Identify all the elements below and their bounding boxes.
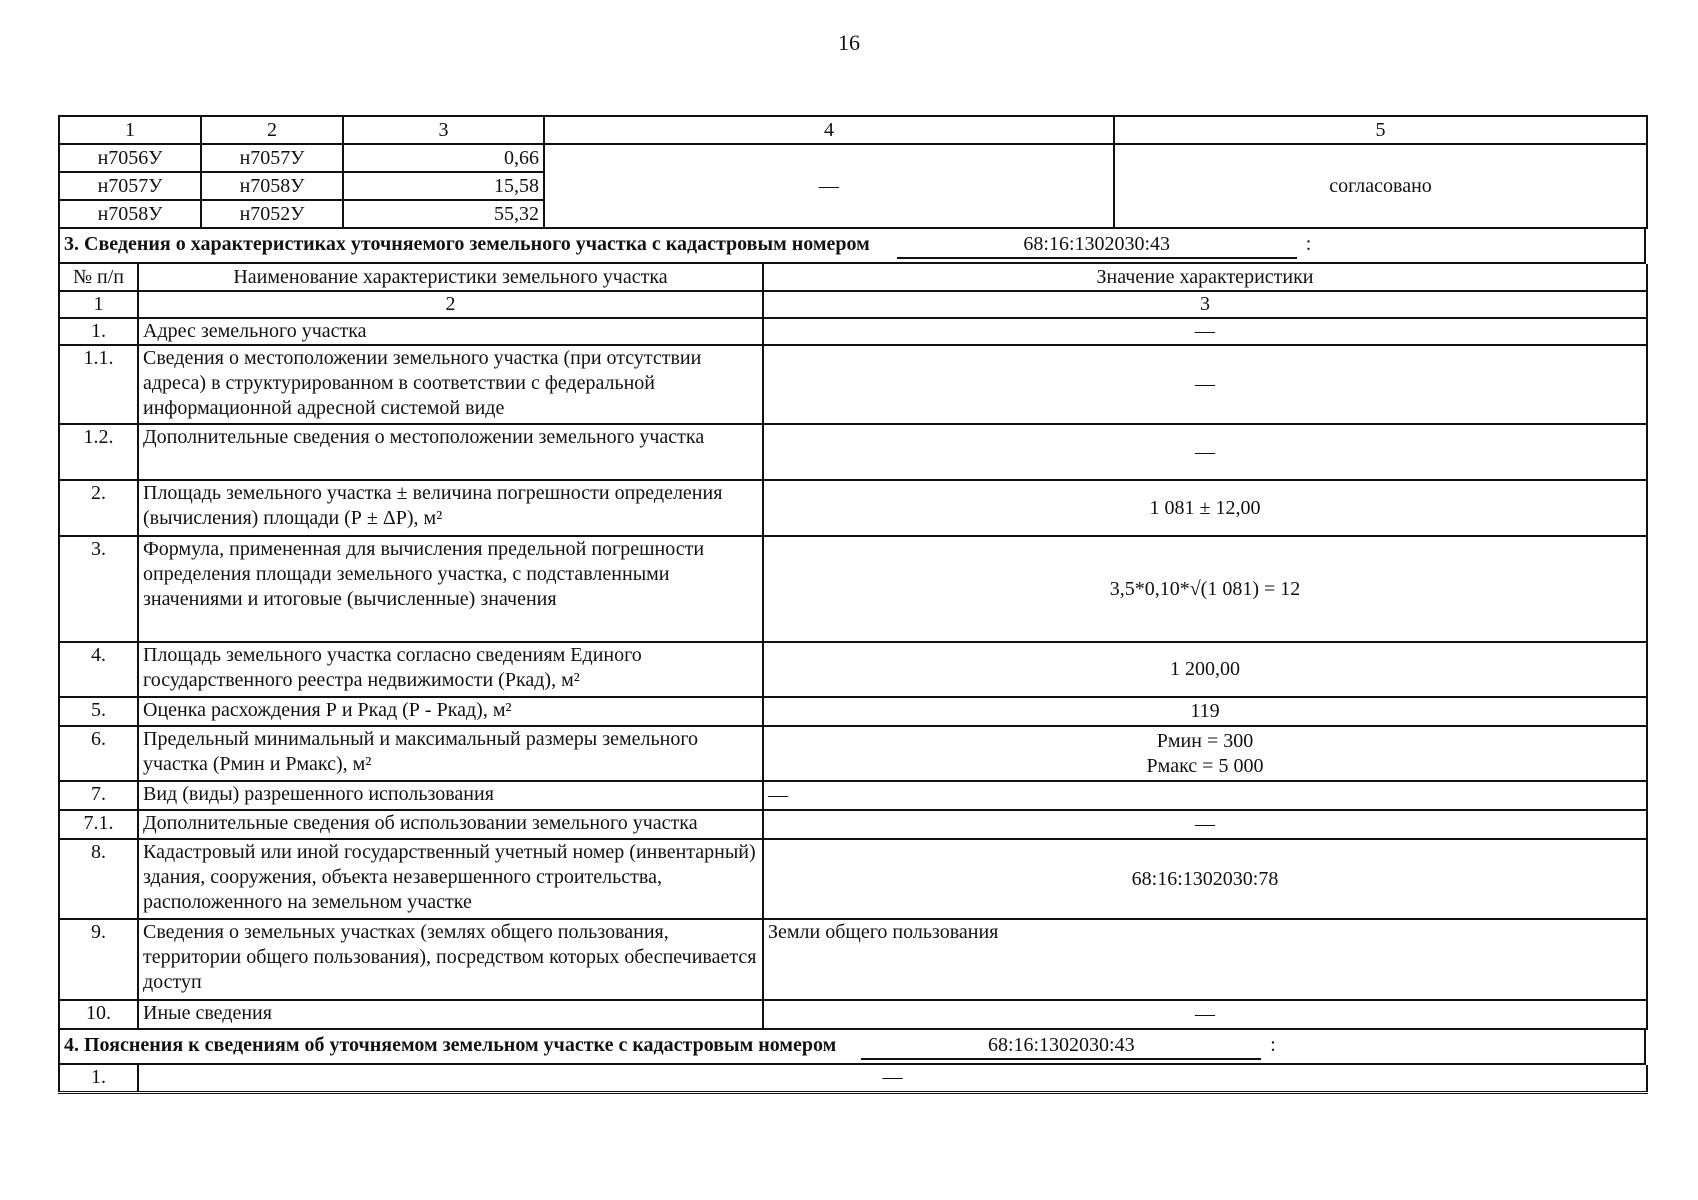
section3-colon: :: [1305, 233, 1312, 255]
row-num: 7.: [59, 781, 138, 810]
header-cell: 1: [59, 116, 201, 144]
header-num: № п/п: [59, 264, 138, 291]
max-size: Рмакс = 5 000: [1146, 754, 1264, 777]
row-num: 1.2.: [59, 424, 138, 480]
row-num: 5.: [59, 697, 138, 726]
table-row: [59, 345, 1647, 424]
point-from: н7057У: [59, 172, 201, 200]
row-value: —: [763, 781, 1647, 810]
section3-header: [58, 229, 1646, 264]
row-name: Кадастровый или иной государственный учетный номер (инвентарный) здания, сооружения, объекта незавершенного строительства, расположенного на земельном участке: [138, 839, 763, 919]
table-row: [59, 1065, 1647, 1092]
row-value: Земли общего пользования: [763, 919, 1647, 1000]
row-value: [763, 726, 1647, 781]
explanations-table: [58, 1065, 1648, 1094]
boundary-table-header: [59, 116, 1647, 144]
row-value: 68:16:1302030:78: [763, 839, 1647, 919]
header-cell: 3: [343, 116, 544, 144]
row-name: Дополнительные сведения о местоположении земельного участка: [138, 424, 763, 480]
table-row: [59, 424, 1647, 480]
row-name: Сведения о местоположении земельного участка (при отсутствии адреса) в структурированном в соответствии с федеральной информационной адресной системой виде: [138, 345, 763, 424]
row-num: 9.: [59, 919, 138, 1000]
col4-value: —: [544, 144, 1114, 228]
row-name: Сведения о земельных участках (землях общего пользования, территории общего пользования), посредством которых обеспечивается доступ: [138, 919, 763, 1000]
row-value: —: [763, 318, 1647, 345]
characteristics-table-header: [59, 264, 1647, 291]
point-to: н7058У: [201, 172, 343, 200]
point-to: н7057У: [201, 144, 343, 172]
header-name: Наименование характеристики земельного участка: [138, 264, 763, 291]
table-row: [59, 642, 1647, 697]
table-row: [59, 726, 1647, 781]
header-cell: 2: [201, 116, 343, 144]
table-row: [59, 318, 1647, 345]
characteristics-table: [58, 264, 1648, 1030]
row-num: 1.: [59, 318, 138, 345]
header-value: Значение характеристики: [763, 264, 1647, 291]
row-name: Формула, примененная для вычисления предельной погрешности определения площади земельного участка, с подставленными значениями и итоговые (вычисленные) значения: [138, 536, 763, 642]
row-value: 1 081 ± 12,00: [763, 480, 1647, 536]
row-value: —: [763, 345, 1647, 424]
table-row: [59, 781, 1647, 810]
boundary-table: [58, 115, 1648, 229]
table-row: [59, 480, 1647, 536]
table-row: [59, 919, 1647, 1000]
row-num: 4.: [59, 642, 138, 697]
section3-title: 3. Сведения о характеристиках уточняемого земельного участка с кадастровым номером: [64, 233, 870, 255]
row-num: 8.: [59, 839, 138, 919]
header-cell: 4: [544, 116, 1114, 144]
section4-title-cell: [59, 1030, 1645, 1064]
row-num: 7.1.: [59, 810, 138, 839]
point-from: н7058У: [59, 200, 201, 228]
row-name: Дополнительные сведения об использовании земельного участка: [138, 810, 763, 839]
row-value: 3,5*0,10*√(1 081) = 12: [763, 536, 1647, 642]
col-number: 1: [59, 291, 138, 318]
row-num: 2.: [59, 480, 138, 536]
row-num: 10.: [59, 1000, 138, 1029]
section4-colon: :: [1270, 1034, 1276, 1056]
col-number: 2: [138, 291, 763, 318]
distance: 0,66: [343, 144, 544, 172]
row-num: 6.: [59, 726, 138, 781]
table-row: [59, 810, 1647, 839]
row-num: 1.: [59, 1065, 138, 1092]
table-row: [59, 697, 1647, 726]
table-row: [59, 536, 1647, 642]
row-value: —: [138, 1065, 1647, 1092]
table-row: [59, 1000, 1647, 1029]
row-value: —: [763, 1000, 1647, 1029]
row-name: Площадь земельного участка ± величина погрешности определения (вычисления) площади (Р ± ΔР), м²: [138, 480, 763, 536]
min-size: Рмин = 300: [1156, 729, 1254, 752]
agreement-status: согласовано: [1114, 144, 1647, 228]
document-body: [58, 115, 1646, 1094]
col-number: 3: [763, 291, 1647, 318]
row-name: Площадь земельного участка согласно сведениям Единого государственного реестра недвижимости (Ркад), м²: [138, 642, 763, 697]
point-from: н7056У: [59, 144, 201, 172]
section3-cad-number: 68:16:1302030:43: [897, 232, 1297, 259]
section3-title-cell: [59, 229, 1645, 263]
row-name: Оценка расхождения Р и Ркад (Р - Ркад), м²: [138, 697, 763, 726]
row-num: 3.: [59, 536, 138, 642]
row-value: 1 200,00: [763, 642, 1647, 697]
header-cell: 5: [1114, 116, 1647, 144]
distance: 15,58: [343, 172, 544, 200]
page-number: 16: [838, 30, 860, 55]
row-num: 1.1.: [59, 345, 138, 424]
row-value: 119: [763, 697, 1647, 726]
section4-cad-number: 68:16:1302030:43: [861, 1033, 1261, 1060]
section4-header: [58, 1030, 1646, 1065]
row-name: Вид (виды) разрешенного использования: [138, 781, 763, 810]
row-value: —: [763, 424, 1647, 480]
table-row: [59, 144, 1647, 172]
distance: 55,32: [343, 200, 544, 228]
row-value: —: [763, 810, 1647, 839]
row-name: Предельный минимальный и максимальный размеры земельного участка (Рмин и Рмакс), м²: [138, 726, 763, 781]
row-name: Иные сведения: [138, 1000, 763, 1029]
column-numbers-row: [59, 291, 1647, 318]
section4-title: 4. Пояснения к сведениям об уточняемом земельном участке с кадастровым номером: [64, 1034, 837, 1056]
table-row: [59, 839, 1647, 919]
row-name: Адрес земельного участка: [138, 318, 763, 345]
point-to: н7052У: [201, 200, 343, 228]
